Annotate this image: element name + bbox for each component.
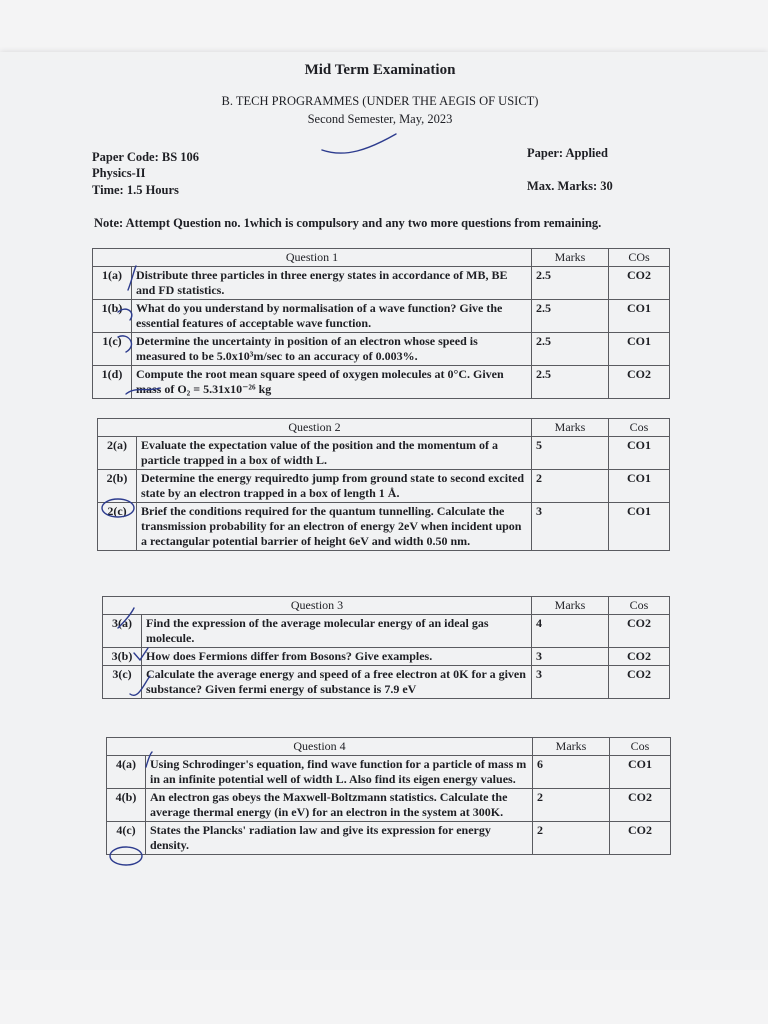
question-2-table bbox=[97, 418, 670, 551]
table-row bbox=[98, 437, 670, 470]
question-marks: 3 bbox=[532, 648, 609, 666]
question-marks: 3 bbox=[532, 666, 609, 699]
question-marks: 3 bbox=[532, 503, 609, 551]
question-1-table bbox=[92, 248, 670, 399]
question-number: 3(b) bbox=[103, 648, 142, 666]
question-marks: 4 bbox=[532, 615, 609, 648]
subject-name: Physics-II bbox=[92, 166, 146, 180]
table-row bbox=[93, 267, 670, 300]
question-number: 2(a) bbox=[98, 437, 137, 470]
question-heading: Question 1 bbox=[93, 249, 532, 267]
question-text: An electron gas obeys the Maxwell-Boltzmann statistics. Calculate the average thermal energy (in eV) for an electron in the system at 300K. bbox=[146, 789, 533, 822]
course-outcome: CO2 bbox=[609, 648, 670, 666]
question-marks: 2.5 bbox=[532, 333, 609, 366]
question-text: Distribute three particles in three energy states in accordance of MB, BE and FD statistics. bbox=[132, 267, 532, 300]
table-header-row bbox=[93, 249, 670, 267]
photo-background-top bbox=[0, 0, 768, 52]
question-text: Brief the conditions required for the quantum tunnelling. Calculate the transmission probability for an electron of energy 2eV when incident upon a rectangular potential barrier of height 6eV and width 0.50 nm. bbox=[137, 503, 532, 551]
table-header-row bbox=[103, 597, 670, 615]
course-outcome: CO2 bbox=[609, 666, 670, 699]
table-row bbox=[107, 822, 671, 855]
question-number: 4(a) bbox=[107, 756, 146, 789]
table-row bbox=[93, 366, 670, 399]
question-3-table bbox=[102, 596, 670, 699]
co-header: Cos bbox=[609, 597, 670, 615]
marks-header: Marks bbox=[532, 249, 609, 267]
course-outcome: CO2 bbox=[609, 366, 670, 399]
course-outcome: CO2 bbox=[610, 789, 671, 822]
question-4-table bbox=[106, 737, 671, 855]
question-text: Compute the root mean square speed of oxygen molecules at 0°C. Given mass of O₂ = 5.31x10⁻²⁶ kg bbox=[132, 366, 532, 399]
question-marks: 6 bbox=[533, 756, 610, 789]
marks-header: Marks bbox=[532, 597, 609, 615]
question-marks: 5 bbox=[532, 437, 609, 470]
exam-note: Note: Attempt Question no. 1which is compulsory and any two more questions from remaining. bbox=[94, 216, 602, 230]
question-text: How does Fermions differ from Bosons? Give examples. bbox=[142, 648, 532, 666]
course-outcome: CO2 bbox=[609, 615, 670, 648]
question-marks: 2 bbox=[532, 470, 609, 503]
question-marks: 2 bbox=[533, 822, 610, 855]
question-number: 1(b) bbox=[93, 300, 132, 333]
question-text: Find the expression of the average molecular energy of an ideal gas molecule. bbox=[142, 615, 532, 648]
table-row bbox=[107, 789, 671, 822]
question-text: What do you understand by normalisation of a wave function? Give the essential features of acceptable wave function. bbox=[132, 300, 532, 333]
question-number: 3(a) bbox=[103, 615, 142, 648]
question-text: Using Schrodinger's equation, find wave function for a particle of mass m in an infinite potential well of width L. Also find its eigen energy values. bbox=[146, 756, 533, 789]
table-row bbox=[107, 756, 671, 789]
table-row bbox=[103, 666, 670, 699]
question-number: 1(c) bbox=[93, 333, 132, 366]
exam-title: Mid Term Examination bbox=[304, 62, 456, 78]
photo-background-bottom bbox=[0, 970, 768, 1024]
marks-header: Marks bbox=[533, 738, 610, 756]
question-heading: Question 4 bbox=[107, 738, 533, 756]
question-text: Calculate the average energy and speed of a free electron at 0K for a given substance? Given fermi energy of substance is 7.9 eV bbox=[142, 666, 532, 699]
table-row bbox=[98, 503, 670, 551]
paper-type: Paper: Applied bbox=[527, 146, 608, 160]
table-row bbox=[103, 615, 670, 648]
question-number: 2(b) bbox=[98, 470, 137, 503]
table-header-row bbox=[98, 419, 670, 437]
course-outcome: CO1 bbox=[609, 300, 670, 333]
course-outcome: CO1 bbox=[609, 333, 670, 366]
question-marks: 2.5 bbox=[532, 267, 609, 300]
table-row bbox=[93, 300, 670, 333]
semester-line: Second Semester, May, 2023 bbox=[307, 112, 453, 126]
marks-header: Marks bbox=[532, 419, 609, 437]
course-outcome: CO2 bbox=[609, 267, 670, 300]
max-marks: Max. Marks: 30 bbox=[527, 179, 613, 193]
course-outcome: CO1 bbox=[609, 437, 670, 470]
table-header-row bbox=[107, 738, 671, 756]
question-heading: Question 2 bbox=[98, 419, 532, 437]
question-number: 4(c) bbox=[107, 822, 146, 855]
co-header: COs bbox=[609, 249, 670, 267]
question-marks: 2.5 bbox=[532, 366, 609, 399]
question-number: 4(b) bbox=[107, 789, 146, 822]
paper-code: Paper Code: BS 106 bbox=[92, 150, 200, 164]
exam-duration: Time: 1.5 Hours bbox=[92, 183, 179, 197]
course-outcome: CO2 bbox=[610, 822, 671, 855]
question-number: 3(c) bbox=[103, 666, 142, 699]
course-outcome: CO1 bbox=[609, 470, 670, 503]
question-number: 2(c) bbox=[98, 503, 137, 551]
programme-line: B. TECH PROGRAMMES (UNDER THE AEGIS OF USICT) bbox=[221, 94, 539, 108]
co-header: Cos bbox=[609, 419, 670, 437]
table-row bbox=[98, 470, 670, 503]
question-text: Evaluate the expectation value of the position and the momentum of a particle trapped in a box of width L. bbox=[137, 437, 532, 470]
question-number: 1(d) bbox=[93, 366, 132, 399]
question-text: States the Plancks' radiation law and give its expression for energy density. bbox=[146, 822, 533, 855]
table-row bbox=[103, 648, 670, 666]
course-outcome: CO1 bbox=[609, 503, 670, 551]
question-number: 1(a) bbox=[93, 267, 132, 300]
question-heading: Question 3 bbox=[103, 597, 532, 615]
course-outcome: CO1 bbox=[610, 756, 671, 789]
question-text: Determine the energy requiredto jump from ground state to second excited state by an electron trapped in a box of length 1 Å. bbox=[137, 470, 532, 503]
table-row bbox=[93, 333, 670, 366]
question-text: Determine the uncertainty in position of an electron whose speed is measured to be 5.0x10³m/sec to an accuracy of 0.003%. bbox=[132, 333, 532, 366]
co-header: Cos bbox=[610, 738, 671, 756]
question-marks: 2 bbox=[533, 789, 610, 822]
question-marks: 2.5 bbox=[532, 300, 609, 333]
